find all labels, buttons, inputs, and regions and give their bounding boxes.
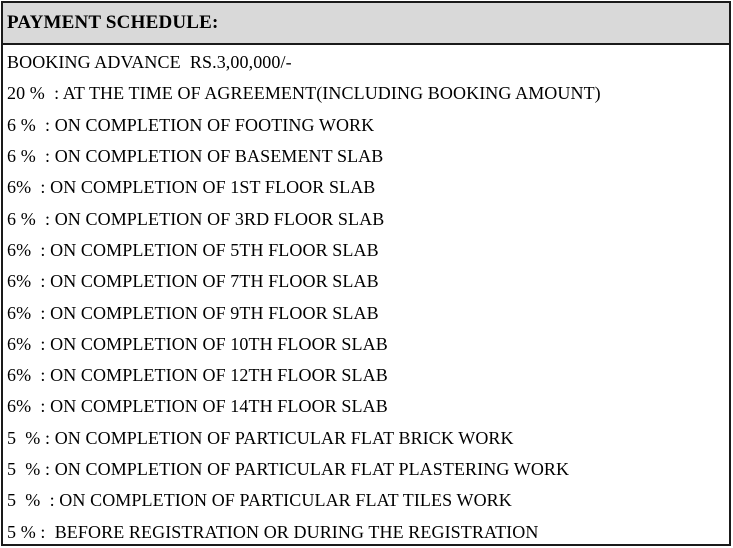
- schedule-row-10th-floor-slab: 6% : ON COMPLETION OF 10TH FLOOR SLAB: [7, 333, 388, 354]
- payment-schedule-table: [1, 1, 731, 546]
- schedule-row-3rd-floor-slab: 6 % : ON COMPLETION OF 3RD FLOOR SLAB: [7, 208, 385, 229]
- schedule-row-footing-work: 6 % : ON COMPLETION OF FOOTING WORK: [7, 114, 375, 135]
- schedule-row-tiles-work: 5 % : ON COMPLETION OF PARTICULAR FLAT TILES WORK: [7, 490, 512, 511]
- schedule-row-9th-floor-slab: 6% : ON COMPLETION OF 9TH FLOOR SLAB: [7, 302, 379, 323]
- schedule-title: PAYMENT SCHEDULE:: [7, 12, 219, 33]
- schedule-row-booking-advance: BOOKING ADVANCE RS.3,00,000/-: [7, 52, 292, 73]
- schedule-row-brick-work: 5 % : ON COMPLETION OF PARTICULAR FLAT BRICK WORK: [7, 427, 514, 448]
- schedule-row-1st-floor-slab: 6% : ON COMPLETION OF 1ST FLOOR SLAB: [7, 177, 376, 198]
- schedule-row-agreement: 20 % : AT THE TIME OF AGREEMENT(INCLUDING BOOKING AMOUNT): [7, 83, 601, 104]
- schedule-row-basement-slab: 6 % : ON COMPLETION OF BASEMENT SLAB: [7, 146, 384, 167]
- schedule-row-7th-floor-slab: 6% : ON COMPLETION OF 7TH FLOOR SLAB: [7, 271, 379, 292]
- schedule-row-registration: 5 % : BEFORE REGISTRATION OR DURING THE REGISTRATION: [7, 521, 539, 542]
- schedule-row-plastering-work: 5 % : ON COMPLETION OF PARTICULAR FLAT PLASTERING WORK: [7, 459, 570, 479]
- schedule-row-5th-floor-slab: 6% : ON COMPLETION OF 5TH FLOOR SLAB: [7, 239, 379, 260]
- schedule-row-14th-floor-slab: 6% : ON COMPLETION OF 14TH FLOOR SLAB: [7, 396, 388, 417]
- schedule-header: [3, 3, 729, 45]
- schedule-rows: [3, 45, 729, 548]
- schedule-row-12th-floor-slab: 6% : ON COMPLETION OF 12TH FLOOR SLAB: [7, 365, 388, 386]
